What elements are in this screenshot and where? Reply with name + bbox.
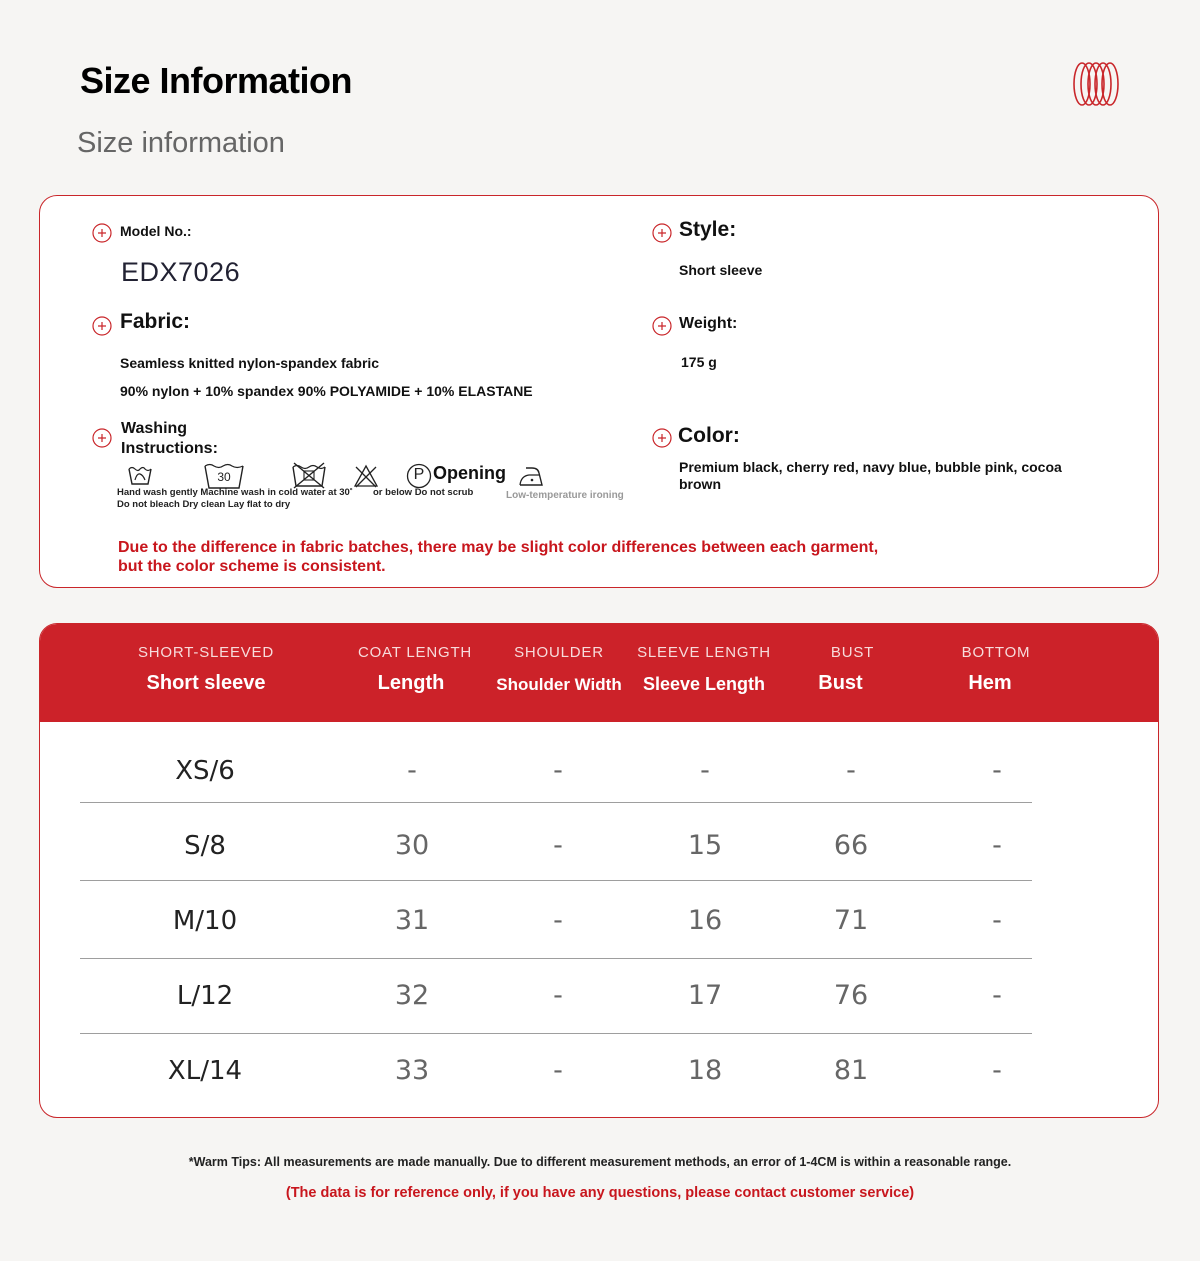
- header-coat-length: COAT LENGTH Length: [357, 644, 473, 694]
- measurement-cell: 66: [833, 830, 869, 861]
- header-sleeve-length: SLEEVE LENGTH Sleeve Length: [637, 644, 771, 694]
- color-line-2: brown: [679, 476, 721, 492]
- size-label-cell: M/10: [172, 906, 238, 936]
- low-temp-iron-icon: [517, 463, 545, 489]
- header-bust: BUST Bust: [818, 644, 875, 694]
- size-label-cell: XL/14: [167, 1056, 243, 1086]
- measurement-cell: 16: [687, 905, 723, 936]
- plus-circle-icon: [652, 428, 672, 448]
- fabric-line-1: Seamless knitted nylon-spandex fabric: [120, 355, 380, 371]
- hand-wash-icon: [127, 463, 153, 487]
- measurement-cell: -: [553, 980, 563, 1011]
- brand-rings-icon: [1072, 60, 1120, 108]
- header-bottom: BOTTOM Hem: [961, 644, 1031, 694]
- plus-circle-icon: [652, 316, 672, 336]
- measurement-cell: -: [553, 905, 563, 936]
- wash-text-line-1b: or below Do not scrub: [373, 487, 474, 498]
- model-label: Model No.:: [120, 223, 192, 239]
- size-label-cell: L/12: [176, 981, 234, 1011]
- measurement-cell: -: [992, 755, 1002, 786]
- color-warning-line-2: but the color scheme is consistent.: [118, 558, 386, 575]
- measurement-cell: -: [992, 1055, 1002, 1086]
- washing-label-1: Washing: [121, 420, 188, 437]
- plus-circle-icon: [92, 316, 112, 336]
- measurement-cell: -: [553, 755, 563, 786]
- color-label: Color:: [678, 424, 740, 447]
- style-value: Short sleeve: [679, 262, 763, 278]
- page-title: Size Information: [80, 60, 353, 101]
- weight-value: 175 g: [681, 354, 717, 370]
- row-divider: [80, 958, 1032, 959]
- row-divider: [80, 880, 1032, 881]
- wash-lowtemp-text: Low-temperature ironing: [506, 490, 624, 501]
- measurement-cell: -: [700, 755, 710, 786]
- measurement-cell: 30: [394, 830, 430, 861]
- weight-label: Weight:: [679, 315, 738, 332]
- warm-tip: *Warm Tips: All measurements are made manually. Due to different measurement methods, an error of 1-4CM is within a reasonable range.: [188, 1155, 1012, 1169]
- plus-circle-icon: [92, 223, 112, 243]
- row-divider: [80, 1033, 1032, 1034]
- wash-text-line-1a: Hand wash gently Machine wash in cold water at 30˚: [117, 487, 353, 498]
- page-subtitle: Size information: [77, 127, 285, 159]
- plus-circle-icon: [92, 428, 112, 448]
- measurement-cell: 76: [833, 980, 869, 1011]
- measurement-cell: -: [553, 830, 563, 861]
- size-label-cell: S/8: [184, 831, 226, 861]
- size-table-header: [40, 624, 1159, 722]
- header-short-sleeve: SHORT-SLEEVED Short sleeve: [138, 644, 274, 694]
- plus-circle-icon: [652, 223, 672, 243]
- wash-temp-number: 30: [217, 470, 231, 484]
- measurement-cell: -: [992, 830, 1002, 861]
- measurement-cell: 32: [394, 980, 430, 1011]
- size-label-cell: XS/6: [175, 756, 235, 786]
- wash-opening-text: Opening: [433, 463, 506, 483]
- measurement-cell: 15: [687, 830, 723, 861]
- measurement-cell: 71: [833, 905, 869, 936]
- measurement-cell: -: [846, 755, 856, 786]
- color-line-1: Premium black, cherry red, navy blue, bubble pink, cocoa: [679, 459, 1062, 475]
- do-not-scrub-icon: [290, 461, 328, 489]
- wash-text-line-2: Do not bleach Dry clean Lay flat to dry: [117, 499, 291, 510]
- model-value: EDX7026: [121, 257, 241, 287]
- contact-note: (The data is for reference only, if you have any questions, please contact customer service): [285, 1185, 915, 1201]
- header-shoulder: SHOULDER Shoulder Width: [496, 644, 622, 694]
- style-label: Style:: [679, 218, 737, 241]
- row-divider: [80, 802, 1032, 803]
- measurement-cell: 18: [687, 1055, 723, 1086]
- measurement-cell: 31: [394, 905, 430, 936]
- measurement-cell: 33: [394, 1055, 430, 1086]
- dry-clean-letter: P: [413, 466, 425, 483]
- measurement-cell: 17: [687, 980, 723, 1011]
- measurement-cell: -: [992, 980, 1002, 1011]
- fabric-label: Fabric:: [120, 310, 191, 333]
- measurement-cell: -: [992, 905, 1002, 936]
- measurement-cell: 81: [833, 1055, 869, 1086]
- washing-label-2: Instructions:: [121, 440, 218, 457]
- fabric-line-2: 90% nylon + 10% spandex 90% POLYAMIDE + 10% ELASTANE: [120, 383, 533, 399]
- measurement-cell: -: [407, 755, 417, 786]
- do-not-bleach-icon: [353, 464, 379, 488]
- color-warning-line-1: Due to the difference in fabric batches, there may be slight color differences between each garment,: [118, 539, 879, 556]
- measurement-cell: -: [553, 1055, 563, 1086]
